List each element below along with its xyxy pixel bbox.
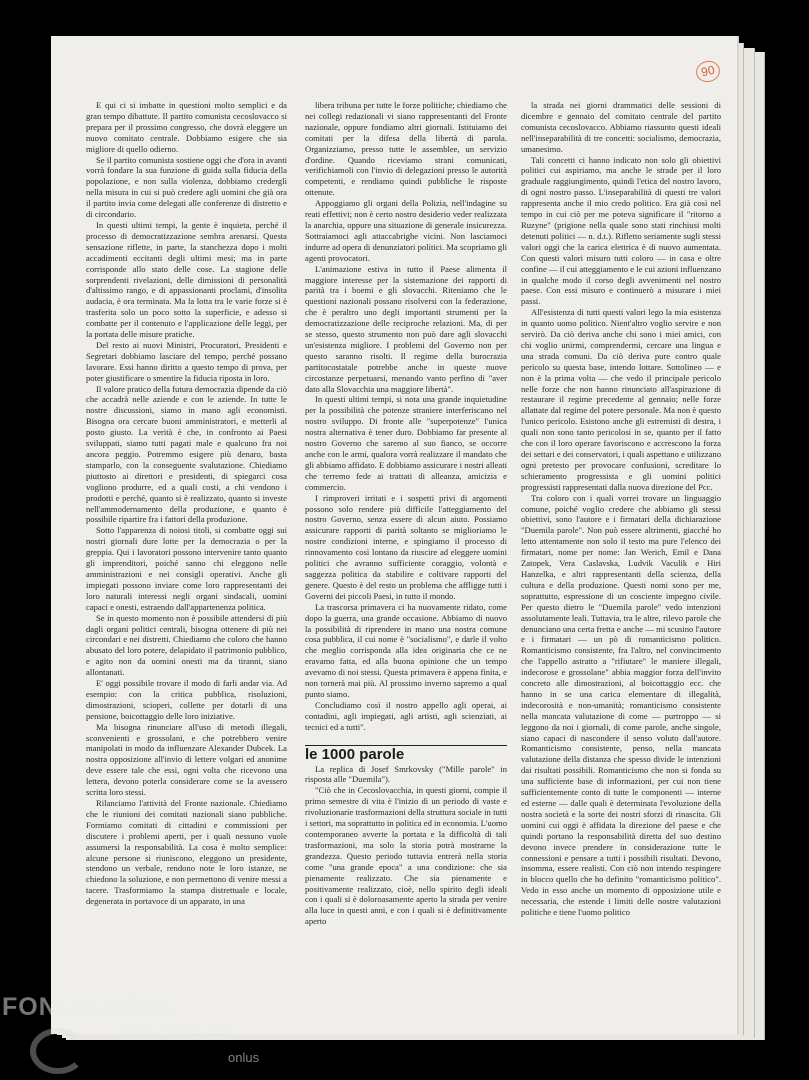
watermark [2, 993, 231, 1045]
paragraph: E' oggi possibile trovare il modo di farli andar via. Ad esempio: con la critica pubblica, risoluzioni, dimostrazioni, scioperi, collette per dotarli di una pensione, boicottaggio delle loro iniziative. [86, 678, 287, 721]
paragraph: Concludiamo così il nostro appello agli operai, ai contadini, agli impiegati, agli artisti, agli scienziati, ai tecnici ed a tutti". [305, 699, 507, 732]
document-page [51, 36, 737, 1034]
watermark-line-1: FONDAZIONE [2, 993, 178, 1021]
paragraph: L'animazione estiva in tutto il Paese alimenta il maggiore interesse per la sistemazione dei rapporti di parità tra i boemi e gli slovacchi. Riteniamo che le questioni nazionali possano risolversi con la federazione, che è peraltro uno degli importanti strumenti per la democratizzazione delle reciproche relazioni. Ma, di per se stesso, questo strumento non può dare agli slovacchi un'esistenza migliore. I problemi del Governo non per questo saranno risolti. Il regime della burocrazia partitocostatale potrebbe anche in queste nuove circostanze perpetuarsi, menando vanto perfino di "aver dato alla Slovacchia una maggiore libertà". [305, 263, 507, 394]
paragraph: In questi ultimi tempi, la gente è inquieta, perché il processo di democratizzazione sembra arenarsi. Questa sensazione riflette, in parte, la stanchezza dopo i molti accadimenti eccitanti degli ultimi mesi; ma in parte corrisponde allo stato delle cose. La stagione delle sorprendenti rivelazioni, delle dimissioni di personalità d'altissimo rango, e di appassionanti proclami, d'insolita audacia, è ora terminata. Ma la lotta tra le varie forze si è trasferita solo un poco sotto la superficie, e adesso si combatte per il contenuto e l'applicazione delle leggi, per la portata delle misure pratiche. [86, 219, 287, 340]
paragraph: Tali concetti ci hanno indicato non solo gli obiettivi politici cui aspiriamo, ma anche le strade per il loro graduale raggiungimento, quindi l'etica del nostro lavoro, di ogni nostro passo. L'inseparabilità di questi tre valori rappresenta anche il mio credo politico. Era già così nel tempo in cui ciò per me poteva significare il "ritorno a Ruzyne" (prigione nella quale sono stati rinchiusi molti detenuti politici — n. d.t.). Rifletto seriamente sugli stessi valori oggi che la carica elettrica è di nuovo aumentata. Con questi valori misuro tutti coloro — in casa e oltre confine — il cui atteggiamento e le cui azioni influenzano in qualche modo il corso degli avvenimenti nel nostro paese. Con essi misuro e continuerò a misurare i miei passi. [521, 154, 721, 307]
paragraph: Se in questo momento non è possibile attendersi di più dagli organi politici centrali, bisogna ottenere di più nei circondari e nei distretti. Chiediamo che coloro che hanno abusato del loro potere, delapidato il patrimonio pubblico, e agito non da uomini onesti ma da tiranni, siano allontanati. [86, 612, 287, 678]
paragraph: la strada nei giorni drammatici delle sessioni di dicembre e gennaio del comitato centrale del partito comunista cecoslovacco. Abbiamo riassunto questi ideali nell'inseparabilità di tre concetti: socialismo, democrazia, umanesimo. [521, 100, 721, 154]
paragraph: libera tribuna per tutte le forze politiche; chiediamo che nei collegi redazionali vi siano rappresentanti del Fronte nazionale, oppure fondiamo altri giornali. Istituiamo dei comitati per la difesa della libertà di parola. Organizziamo, presso tutte le assemblee, un servizio d'ordine. Quando riceviamo strani comunicati, verifichiamoli con l'invio di delegazioni presso le autorità competenti, e rendiamo quindi pubbliche le risposte ottenute. [305, 100, 507, 198]
paragraph: Rilanciamo l'attività del Fronte nazionale. Chiediamo che le riunioni dei comitati nazionali siano pubbliche. Formiamo comitati di cittadini e commissioni per discutere i problemi aperti, per i quali nessuno vuole assumersi la responsabilità. La cosa è molto semplice: alcune persone si riuniscono, eleggono un presidente, stendono un verbale, rendono note le loro istanze, ne chiedono la soluzione, e non permettono di venire messi a tacere. Trasformiamo la stampa distrettuale e locale, degenerata in portavoce di un apparato, in una [86, 798, 287, 907]
paragraph: In questi ultimi tempi, si nota una grande inquietudine per la possibilità che potenze straniere interferiscano nel nostro sviluppo. Di fronte alle "superpotenze" l'unica nostra alternativa è tener duro. Dobbiamo far presente al nostro Governo che saremo al suo fianco, se occorre anche con le armi, qualora vorrà realizzare il mandato che gli abbiamo affidato. E dobbiamo assicurare i nostri alleati che terremo fede ai trattati di alleanza, amicizia e commercio. [305, 394, 507, 492]
watermark-line-3: onlus [228, 1050, 260, 1065]
section-heading: le 1000 parole [305, 745, 405, 763]
text-column-1 [86, 100, 287, 907]
paragraph: E qui ci si imbatte in questioni molto semplici e da gran tempo dibattute. Il partito comunista cecoslovacco si prepara per il prossimo congresso, che dovrà eleggere un nuovo comitato centrale. Dobbiamo esigere che sia migliore di quello odierno. [86, 100, 287, 154]
text-column-3 [521, 100, 721, 918]
paragraph: Appoggiamo gli organi della Polizia, nell'indagine su reati effettivi; non è certo nostro desiderio veder realizzata la anarchia, oppure una situazione di generale insicurezza. Sottraiamoci agli attaccabrighe vicini. Non lasciamoci indurre ad opera di denunziatori politici. Ma scopriamo gli agenti provocatori. [305, 198, 507, 263]
paragraph: Il valore pratico della futura democrazia dipende da ciò che accadrà nelle aziende e con le aziende. In tutte le nostre discussioni, siamo in mano agli economisti. Bisogna ora cercare buoni amministratori, e metterli al posto giusto. La verità è che, in confronto ai Paesi sviluppati, siamo tutti pagati male e qualcuno fra noi ancora peggio. Potremmo esigere più denaro, basta stamparlo, con la conseguente svalutazione. Chiediamo piuttosto ai direttori e presidenti, di spiegarci cosa vogliono produrre, ed a quali costi, a chi vendono i prodotti e perché, quanto si è realizzato, quanto si investe nell'ammodernamento della produzione, e quanto è possibile ripartire fra i fattori della produzione. [86, 383, 287, 525]
paragraph: La trascorsa primavera ci ha nuovamente ridato, come dopo la guerra, una grande occasione. Abbiamo di nuovo la possibilità di riprendere in mano una nostra comune cosa pubblica, il cui nome è "socialismo", e darle il volto che meglio corrisponda alla idea originaria che ce ne eravamo fatta, ed alla buona opinione che un tempo avevamo di noi stessi. Questa primavera è appena finita, e non tornerà mai più. Al prossimo inverno sapremo a qual punto siamo. [305, 601, 507, 699]
paragraph: Del resto ai nuovi Ministri, Procuratori, Presidenti e Segretari dobbiamo lasciare del tempo, perché possano lavorare. Essi hanno diritto a questo tempo di prova, per poter giustificare o smentire la fiducia riposta in loro. [86, 339, 287, 383]
paragraph: La replica di Josef Smrkovsky ("Mille parole" in risposta alle "Duemila"). [305, 763, 507, 785]
paragraph: Ma bisogna rinunciare all'uso di metodi illegali, sconvenienti e grossolani, e che potrebbero venire manipolati in modo da influenzare Alexander Dubcek. La nostra opposizione all'invio di lettere volgari ed anonime deve essere tale che essi, ogni volta che ricevono una lettera, devono poterla considerare come se la avessero scritta loro stessi. [86, 721, 287, 798]
handwritten-page-number: 90 [694, 59, 722, 85]
watermark-line-2: GRAMSCI [120, 1020, 231, 1045]
paragraph: I rimproveri irritati e i sospetti privi di argomenti possono solo rendere più difficile l'atteggiamento del nostro Governo, senza essere di alcun aiuto. Possiamo assicurare rapporti di parità soltanto se miglioriamo le nostre condizioni interne, e spingiamo il processo di rinnovamento così lontano da riuscire ad eleggere uomini politici che avranno sufficiente coraggio, volontà e saggezza politica da stabilire e coltivare rapporti del genere. Questo è del resto un problema che affligge tutti i Governi dei piccoli Paesi, in tutto il mondo. [305, 492, 507, 601]
paragraph: All'esistenza di tutti questi valori lego la mia esistenza in quanto uomo politico. Nient'altro voglio servire e non servirò. Da ciò deriva anche chi sono i miei amici, con chi voglio unirmi, comprendermi, cercare una lingua e una strada comuni. Da ciò deriva pure contro quale pericolo su questa base, intendo lottare. Sottolineo — e non è la prima volta — che vedo il principale pericolo nelle forze che non hanno rinunciato all'aspirazione di restaurare il regime precedente al gennaio; nelle forze allattate dal regime del potere personale. Ma non è questo l'unico pericolo. Esistono anche gli estremisti di destra, i quali non sono tanto pericolosi in se, quanto per il fatto che con il loro operare favoriscono e accrescono la forza dei settari e dei conservatori, i quali aspettano e utilizzano ogni pretesto per provocare confusioni, screditare lo schieramento progressista e gli uomini politici progressisti rappresentati dalla nuova direzione del Pcc. [521, 307, 721, 492]
paragraph: "Ciò che in Cecoslovacchia, in questi giorni, compie il primo semestre di vita è l'inizio di un periodo di vaste e rivoluzionarie trasformazioni della struttura sociale in tutti i settori, ma soprattutto in politica ed in economia. L'uomo contemporaneo avverte la portata e la difficoltà di tali trasformazioni, ma solo la storia potrà mostrarne la grandezza. Questo periodo tuttavia entrerà nella storia come "una grande epoca" a una condizione: che sia pienamente realizzato. Che sia pienamente e positivamente realizzato, cioè, nello spirito degli ideali con i quali si è doloroasamente aperto la strada per venire alla luce in questi anni, e con i quali si è definitivamente aperto [305, 785, 507, 927]
paragraph: Se il partito comunista sostiene oggi che d'ora in avanti vorrà fondare la sua funzione di guida sulla fiducia della popolazione, e non sulla violenza, dobbiamo crederglì nella misura in cui si può credere agli uomini che già ora il partito invia come delegati alle conferenze di distretto e di circondario. [86, 154, 287, 220]
paragraph: Sotto l'apparenza di noiosi titoli, si combatte oggi sui nostri giornali dure lotte per la democrazia o per la greppia. Qui i lavoratori possono intervenire tanto quanto gli imprenditori, poiché sanno chi eleggono nelle amministrazioni e nei consigli operativi. Anche gli impiegati possono inviare come loro rappresentanti dei loro naturali interessi negli organi sindacali, uomini capaci e onesti, estraendo dall'appartenenza politica. [86, 525, 287, 612]
text-column-2 [305, 100, 507, 927]
paragraph: Tra coloro con i quali vorrei trovare un linguaggio comune, poiché voglio credere che abbiamo gli stessi obiettivi, sono l'autore e i firmatari della dichiarazione "Duemila parole". Non può essere altrimenti, giacché ho letto attentamente non solo il testo ma pure l'elenco dei firmatari, nome per nome: Jan Werich, Emil e Dana Zatopek, Vera Caslavska, Ludvik Vaculik e Hiri Hanzelka, e altri rappresentanti della scienza, della cultura e della produzione. Questi nomi sono per me, soprattutto, espressione di un cosciente impegno civile. Per questo dietro le "Duemila parole" vedo intenzioni assolutamente leali. Tuttavia, tra le altre, rilevo parole che denunciano una certa fretta e anche — mi scusino l'autore e i firmatari — un pò di romanticismo politico. Romanticismo consistente, fra l'altro, nel convincimento che l'appello astratto a "rifiutare" le maniere illegali, indecorose e grossolane" abbia maggior forza dell'invito concreto alle dimostrazioni, al boicottaggio ecc. che hanno in se una carica elementare di illegalità, indecorosità e non-umanità; romanticismo consistente nella mancata valutazione di come — purtroppo — si leggono da noi i giornali, di come parole, anche singole, siano capaci di nascondere il senso voluto dall'autore. Romanticismo consistente, penso, nella mancata valutazione della distanza che spesso divide le intenzioni dai risultati possibili. Romanticismo che non si fonda su una sufficiente base di informazioni, per cui non tiene sufficientemente conto di tutte le componenti — interne ed esterne — dalle quali è determinata l'evoluzione della nostra società e la sorte dei nostri sforzi di rinascita. Gli uomini cui oggi è affidata la direzione del paese e che quindi portano la responsabilità diretta del suo destino devono invece prendere in considerazione tutte le connessioni e pensare a tutti i possibili risultati. Devono, insomma, essere realisti. Con ciò non intendo respingere in blocco quello che ho definito "romanticismo politico". Vedo in esso anche un momento di opposizione utile e necessaria, che estende i limiti delle nostre valutazioni politiche e tiene l'uomo politico [521, 492, 721, 918]
